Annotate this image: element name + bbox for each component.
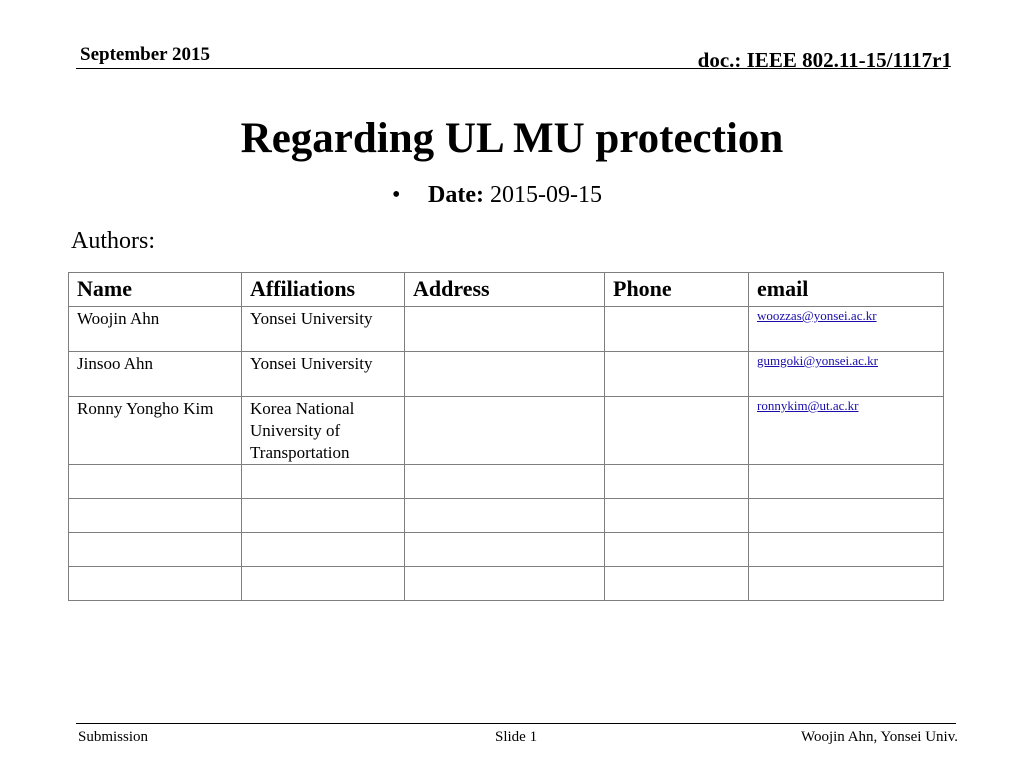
header-date: September 2015 <box>80 44 210 65</box>
empty-cell <box>749 499 944 533</box>
author-phone <box>605 307 749 352</box>
author-email-cell <box>749 397 944 465</box>
footer-author: Woojin Ahn, Yonsei Univ. <box>800 729 958 745</box>
footer-submission: Submission <box>78 729 149 745</box>
authors-table <box>68 272 944 601</box>
footer-divider <box>76 723 956 724</box>
empty-cell <box>242 499 405 533</box>
empty-cell <box>405 533 605 567</box>
email-link[interactable]: ronnykim@ut.ac.kr <box>757 398 859 413</box>
authors-label: Authors: <box>71 228 155 254</box>
date-value: 2015-09-15 <box>489 182 602 208</box>
author-address <box>405 307 605 352</box>
author-name: Ronny Yongho Kim <box>69 397 242 465</box>
author-name: Jinsoo Ahn <box>69 352 242 397</box>
column-header-email: email <box>749 273 944 307</box>
column-header-phone: Phone <box>605 273 749 307</box>
empty-cell <box>69 567 242 601</box>
author-phone <box>605 397 749 465</box>
author-email-cell <box>749 352 944 397</box>
table-row <box>69 307 944 352</box>
empty-cell <box>405 499 605 533</box>
author-affiliation: Yonsei University <box>242 307 405 352</box>
empty-row <box>69 567 944 601</box>
empty-cell <box>605 465 749 499</box>
email-link[interactable]: gumgoki@yonsei.ac.kr <box>757 353 879 368</box>
document-number: doc.: IEEE 802.11-15/1117r1 <box>697 48 952 72</box>
empty-cell <box>749 465 944 499</box>
date-label: Date: <box>428 182 484 208</box>
author-address <box>405 397 605 465</box>
email-link[interactable]: woozzas@yonsei.ac.kr <box>757 308 877 323</box>
empty-row <box>69 499 944 533</box>
table-row <box>69 397 944 465</box>
empty-cell <box>69 533 242 567</box>
empty-cell <box>405 567 605 601</box>
slide-title: Regarding UL MU protection <box>240 115 784 162</box>
date-line <box>392 180 602 210</box>
author-address <box>405 352 605 397</box>
slide-number: Slide 1 <box>495 729 538 745</box>
bullet-icon: • <box>392 182 401 208</box>
empty-cell <box>242 533 405 567</box>
empty-row <box>69 465 944 499</box>
column-header-name: Name <box>69 273 242 307</box>
empty-cell <box>749 567 944 601</box>
table-row <box>69 352 944 397</box>
author-email-cell <box>749 307 944 352</box>
empty-cell <box>242 567 405 601</box>
empty-cell <box>605 533 749 567</box>
empty-cell <box>605 567 749 601</box>
empty-cell <box>69 499 242 533</box>
column-header-address: Address <box>405 273 605 307</box>
empty-cell <box>69 465 242 499</box>
header-divider <box>76 68 948 69</box>
empty-cell <box>605 499 749 533</box>
empty-cell <box>242 465 405 499</box>
author-affiliation: Korea National University of Transportation <box>242 397 405 465</box>
empty-cell <box>749 533 944 567</box>
table-header-row <box>69 273 944 307</box>
author-name: Woojin Ahn <box>69 307 242 352</box>
empty-cell <box>405 465 605 499</box>
column-header-affiliations: Affiliations <box>242 273 405 307</box>
author-phone <box>605 352 749 397</box>
empty-row <box>69 533 944 567</box>
author-affiliation: Yonsei University <box>242 352 405 397</box>
